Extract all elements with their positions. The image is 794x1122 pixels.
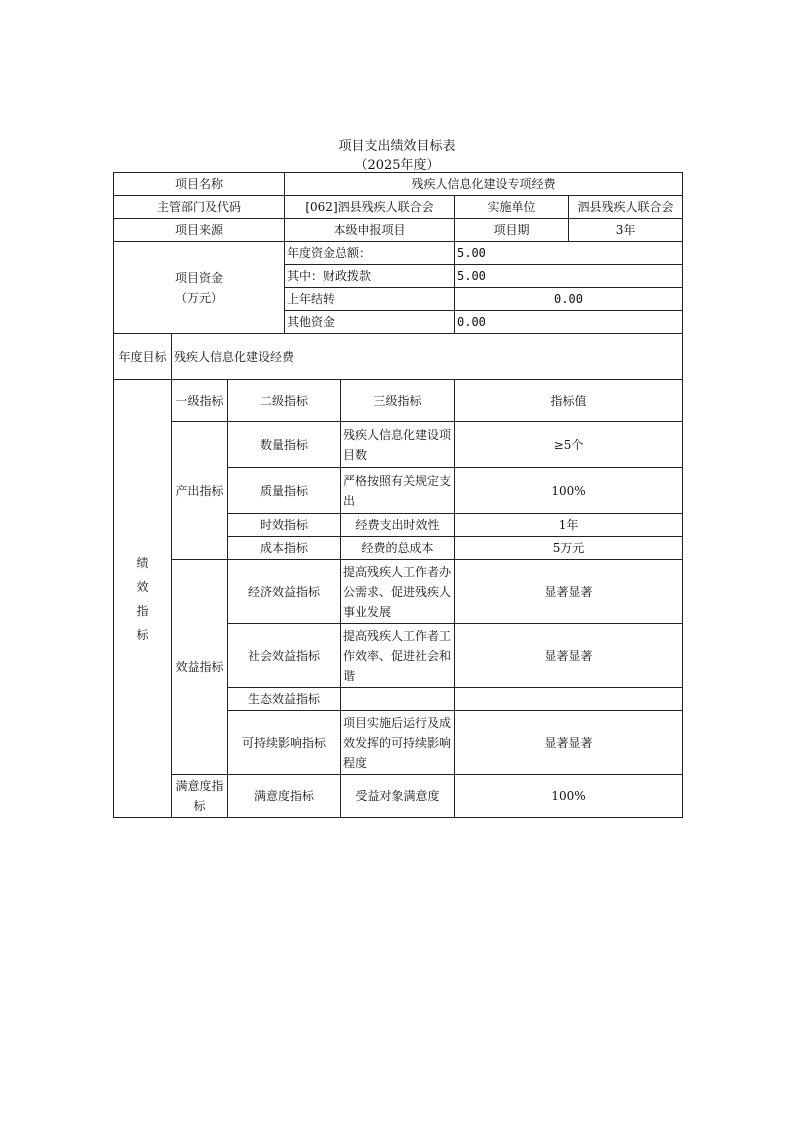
output-l2: 成本指标 — [228, 537, 341, 560]
project-name-label: 项目名称 — [114, 173, 285, 196]
output-l2: 质量指标 — [228, 468, 341, 514]
performance-table — [113, 172, 683, 818]
perf-label-text: 绩效指标 — [136, 555, 149, 642]
benefit-val — [455, 688, 683, 711]
funds-row-label: 年度资金总额： — [285, 242, 455, 265]
benefit-l3: 提高残疾人工作者工作效率、促进社会和谐 — [341, 624, 455, 688]
dept-label: 主管部门及代码 — [114, 196, 285, 219]
output-l3: 经费的总成本 — [341, 537, 455, 560]
table-row — [114, 334, 683, 380]
benefit-l3: 提高残疾人工作者办公需求、促进残疾人事业发展 — [341, 560, 455, 624]
output-l2: 时效指标 — [228, 514, 341, 537]
funds-row-value: 5.00 — [455, 242, 683, 265]
output-label: 产出指标 — [172, 422, 228, 560]
table-row — [114, 196, 683, 219]
funds-label-line1: 项目资金 — [174, 270, 223, 285]
benefit-label: 效益指标 — [172, 560, 228, 775]
header-level3: 三级指标 — [341, 380, 455, 422]
output-l2: 数量指标 — [228, 422, 341, 468]
table-row — [114, 422, 683, 468]
annual-goal-value: 残疾人信息化建设经费 — [172, 334, 683, 380]
output-val: ≥5个 — [455, 422, 683, 468]
satisfaction-l3: 受益对象满意度 — [341, 775, 455, 818]
project-name-value: 残疾人信息化建设专项经费 — [285, 173, 683, 196]
benefit-l2: 生态效益指标 — [228, 688, 341, 711]
funds-row-label: 上年结转 — [285, 288, 455, 311]
output-l3: 经费支出时效性 — [341, 514, 455, 537]
benefit-l2: 可持续影响指标 — [228, 711, 341, 775]
table-row — [114, 380, 683, 422]
benefit-l2: 社会效益指标 — [228, 624, 341, 688]
period-label: 项目期 — [455, 219, 569, 242]
output-val: 100% — [455, 468, 683, 514]
funds-row-label: 其中：财政拨款 — [285, 265, 455, 288]
dept-value: [062]泗县残疾人联合会 — [285, 196, 455, 219]
funds-row-value: 0.00 — [455, 288, 683, 311]
funds-row-value: 5.00 — [455, 265, 683, 288]
benefit-val: 显著显著 — [455, 560, 683, 624]
page-subtitle: （2025年度） — [354, 158, 440, 173]
funds-row-label: 其他资金 — [285, 311, 455, 334]
header-value: 指标值 — [455, 380, 683, 422]
table-row — [114, 242, 683, 265]
impl-label: 实施单位 — [455, 196, 569, 219]
output-l3: 残疾人信息化建设项目数 — [341, 422, 455, 468]
funds-row-value: 0.00 — [455, 311, 683, 334]
output-val: 1年 — [455, 514, 683, 537]
source-value: 本级申报项目 — [285, 219, 455, 242]
period-value: 3年 — [569, 219, 683, 242]
benefit-val: 显著显著 — [455, 624, 683, 688]
funds-label-line2: （万元） — [174, 290, 223, 305]
output-val: 5万元 — [455, 537, 683, 560]
benefit-l3: 项目实施后运行及成效发挥的可持续影响程度 — [341, 711, 455, 775]
header-level2: 二级指标 — [228, 380, 341, 422]
impl-value: 泗县残疾人联合会 — [569, 196, 683, 219]
benefit-l3 — [341, 688, 455, 711]
page-title: 项目支出绩效目标表 — [338, 139, 456, 154]
header-level1: 一级指标 — [172, 380, 228, 422]
table-row — [114, 775, 683, 818]
annual-goal-label: 年度目标 — [114, 334, 172, 380]
output-l3: 严格按照有关规定支出 — [341, 468, 455, 514]
satisfaction-val: 100% — [455, 775, 683, 818]
table-row — [114, 560, 683, 624]
table-row — [114, 219, 683, 242]
funds-label — [114, 242, 285, 334]
table-row — [114, 173, 683, 196]
perf-label — [114, 380, 172, 818]
satisfaction-label: 满意度指标 — [172, 775, 228, 818]
benefit-l2: 经济效益指标 — [228, 560, 341, 624]
benefit-val: 显著显著 — [455, 711, 683, 775]
source-label: 项目来源 — [114, 219, 285, 242]
satisfaction-l2: 满意度指标 — [228, 775, 341, 818]
